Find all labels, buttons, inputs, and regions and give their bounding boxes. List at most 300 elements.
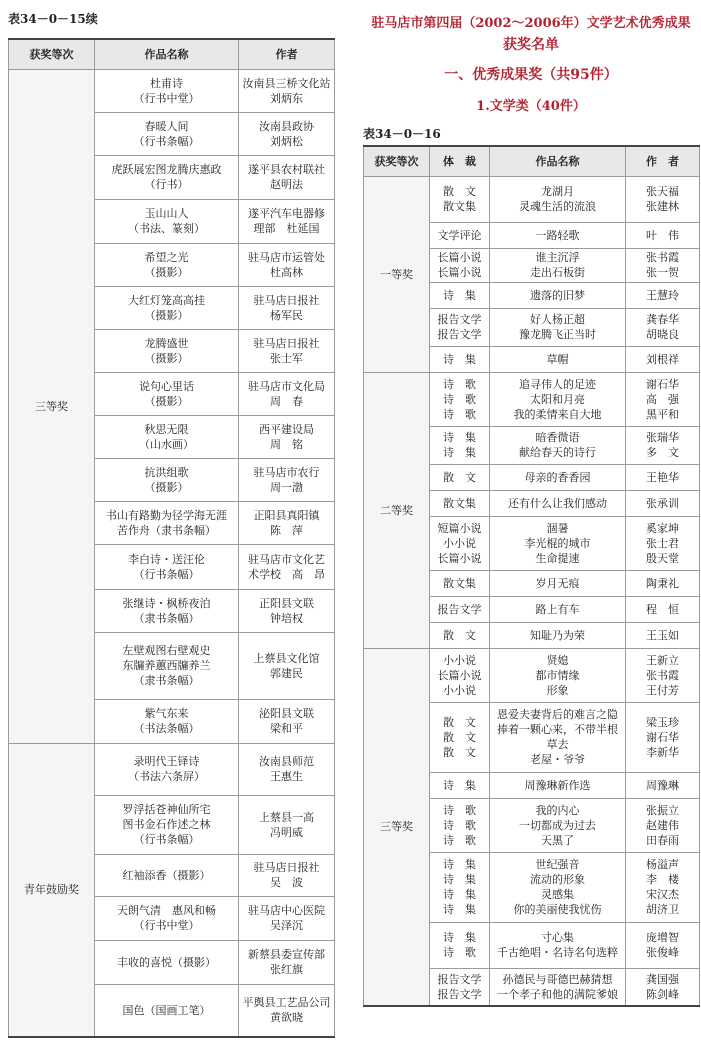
genre-line: 散 文 [443,715,476,729]
author-line: 正阳县文联 [259,596,314,610]
author-line: 张红旗 [270,963,303,976]
author-header: 作 者 [626,146,700,176]
work-line: 孙德民与哥德巴赫猜想 [502,972,613,986]
genre-cell [430,596,490,622]
author-line: 驻马店市农行 [253,465,320,479]
author-line: 张振立 [646,803,679,817]
author-line: 张俊峰 [646,946,679,959]
genre-line: 诗 集 [443,888,476,901]
genre-cell [430,464,490,490]
genre-line: 诗 集 [443,352,476,366]
genre-line: 散 文 [443,730,476,744]
genre-cell [430,282,490,308]
work-cell [95,795,239,854]
work-cell [95,112,239,155]
author-line: 张书霞 [646,251,679,264]
work-line: （摄影） [144,351,189,365]
genre-line: 长篇小说 [437,251,482,264]
author-line: 汝南县师范 [259,755,314,768]
rank-header: 获奖等次 [364,146,430,176]
author-line: 张天福 [646,185,679,198]
author-line: 吴 波 [270,876,303,889]
work-line: 一路轻歌 [535,228,580,242]
work-line: （隶书条幅） [133,611,200,625]
author-line: 平舆县工艺品公司 [242,996,331,1010]
work-cell [95,699,239,743]
author-line: 谢石华 [646,377,679,391]
work-cell [490,968,626,1006]
genre-cell [430,372,490,426]
author-line: 张承训 [646,496,679,510]
author-cell [626,968,700,1006]
award-rank-cell: 三等奖 [9,69,95,743]
genre-line: 诗 集 [443,931,476,944]
work-line: 母亲的香香园 [524,470,591,484]
genre-line: 报告文学 [437,987,482,1001]
work-cell [95,69,239,112]
author-line: 新蔡县委宣传部 [248,948,325,961]
work-line: （行书条幅） [133,567,200,581]
work-line: 左壁观图右壁观史 [122,644,211,657]
genre-cell [430,648,490,702]
genre-cell [430,248,490,282]
work-line: （行书条幅） [133,134,200,148]
author-line: 梁和平 [270,722,303,735]
work-line: 暗香微语 [535,431,580,444]
author-line: 正阳县真阳镇 [253,508,320,522]
work-cell [95,372,239,415]
work-line: 秋思无限 [144,422,189,436]
author-header: 作者 [239,39,335,69]
work-line: 龙腾盛世 [144,336,189,350]
author-cell [239,199,335,243]
work-cell [95,632,239,699]
author-line: 王惠生 [270,770,303,783]
work-line: （摄影） [144,308,189,322]
author-line: 驻马店日报社 [253,861,320,874]
work-line: 书山有路勤为径学海无涯 [106,508,227,522]
author-line: 驻马店市运管处 [248,250,325,264]
work-cell [490,176,626,222]
author-line: 王新立 [646,653,679,667]
genre-line: 小小说 [443,536,476,550]
author-cell [626,308,700,346]
table-row [9,69,335,112]
author-line: 王付芳 [646,683,679,697]
genre-line: 诗 集 [443,778,476,792]
work-cell [95,458,239,501]
genre-line: 报告文学 [437,328,482,341]
author-cell [239,458,335,501]
work-line: 一切都成为过去 [519,818,596,832]
author-line: 周豫琳 [646,778,679,792]
table-row [364,176,700,222]
work-line: 捧着一颗心来，不带半根 [497,723,618,736]
genre-cell [430,516,490,570]
author-cell [239,984,335,1037]
work-header: 作品名称 [95,39,239,69]
author-cell [626,772,700,798]
author-line: 黄欲晓 [270,1011,303,1025]
author-cell [239,372,335,415]
work-cell [490,570,626,596]
work-cell [490,596,626,622]
work-line: 天黑了 [541,833,574,847]
work-cell [490,426,626,464]
award-rank-cell: 二等奖 [364,372,430,648]
author-line: 周 铭 [270,437,303,451]
work-line: 红袖添香（摄影） [122,868,211,882]
work-cell [490,464,626,490]
subsection-heading: 1.文学类（40件） [476,99,586,114]
author-cell [239,69,335,112]
author-cell [626,490,700,516]
author-line: 胡晓良 [646,328,679,341]
genre-line: 长篇小说 [437,551,482,565]
author-line: 田春雨 [646,833,679,847]
author-cell [626,852,700,922]
author-cell [239,896,335,940]
author-line: 奚家坤 [646,521,679,535]
work-line: 好人杨正超 [530,313,585,326]
author-line: 宋汉杰 [646,888,679,901]
author-line: 程 恒 [646,602,679,616]
author-line: 黑平和 [646,407,679,421]
genre-line: 诗 歌 [443,392,476,406]
work-line: 草去 [546,738,569,751]
work-cell [95,940,239,984]
work-line: 丰收的喜悦（摄影） [117,955,216,969]
table-header-row [9,39,335,69]
work-line: （摄影） [144,394,189,408]
genre-line: 报告文学 [437,313,482,326]
genre-cell [430,346,490,372]
genre-cell [430,622,490,648]
work-line: 国色（国画工笔） [122,1003,211,1017]
author-cell [239,743,335,795]
genre-cell [430,426,490,464]
work-line: 形象 [546,683,569,697]
genre-line: 报告文学 [437,972,482,986]
genre-line: 长篇小说 [437,266,482,279]
author-cell [626,464,700,490]
award-rank-cell: 青年鼓励奖 [9,743,95,1037]
work-cell [95,544,239,589]
work-line: 还有什么让我们感动 [508,496,607,510]
author-line: 冯明威 [270,825,303,839]
genre-header: 体 裁 [430,146,490,176]
author-line: 周 春 [270,394,303,408]
work-line: 紫气东来 [144,707,189,720]
work-cell [95,854,239,896]
work-line: 你的美丽使我忧伤 [513,903,602,916]
table-row [364,648,700,702]
work-cell [490,490,626,516]
work-cell [95,415,239,458]
work-line: （书法六条屏） [128,770,205,783]
work-header: 作品名称 [490,146,626,176]
work-line: （隶书条幅） [133,674,200,687]
author-line: 郭建民 [270,666,303,680]
right-table-caption: 表34－0－16 [363,127,441,141]
author-line: 赵建伟 [646,818,679,832]
author-cell [239,112,335,155]
work-line: 谁主沉浮 [535,251,580,264]
work-line: 贤媳 [546,653,569,667]
author-line: 上蔡县一高 [259,810,314,824]
author-cell [626,622,700,648]
work-line: （山水画） [139,437,194,451]
author-line: 王慧玲 [646,288,679,302]
author-line: 汝南县政协 [259,119,314,133]
author-line: 陈 萍 [270,523,303,537]
author-cell [626,346,700,372]
author-line: 杨军民 [270,308,303,322]
work-line: （行书条幅） [133,833,200,846]
work-line: 说句心里话 [139,379,194,393]
author-line: 李 楼 [646,873,679,886]
work-line: 知耻乃为荣 [530,628,585,642]
genre-cell [430,798,490,852]
author-cell [239,243,335,286]
work-line: 东牖养蕙西牖养兰 [122,659,211,672]
work-line: 一个孝子和他的满院爹娘 [497,987,618,1001]
work-line: 抗洪组歌 [144,465,189,479]
work-line: 图书金石作述之林 [122,818,211,831]
author-cell [626,372,700,426]
author-cell [239,699,335,743]
author-cell [239,544,335,589]
genre-cell [430,772,490,798]
work-line: 恩爱夫妻背后的难言之隐 [497,708,618,721]
author-line: 泌阳县文联 [259,707,314,720]
work-line: （书法条幅） [133,722,200,735]
right-award-table [363,145,700,1007]
genre-line: 散 文 [443,745,476,759]
work-line: 灵魂生活的流浪 [519,200,596,213]
genre-cell [430,922,490,968]
author-line: 杨溢声 [646,858,679,871]
author-line: 钟培权 [270,611,303,625]
work-cell [490,772,626,798]
table-row [364,372,700,426]
author-line: 张书霞 [646,668,679,682]
work-line: 我的内心 [535,803,580,817]
work-line: 遗落的旧梦 [530,288,585,302]
genre-line: 诗 集 [443,858,476,871]
genre-cell [430,176,490,222]
author-cell [626,516,700,570]
document-title: 驻马店市第四届（2002～2006年）文学艺术优秀成果 [371,16,691,31]
work-line: 龙湖月 [541,185,574,198]
author-cell [626,248,700,282]
genre-line: 小小说 [443,683,476,697]
work-line: 杜甫诗 [150,76,183,90]
genre-line: 文学评论 [437,228,482,242]
work-cell [95,329,239,372]
author-line: 遂平县农村联社 [248,163,325,176]
author-line: 王艳华 [646,470,679,484]
work-line: 豫龙腾飞正当时 [519,328,596,341]
genre-line: 散文集 [443,496,476,510]
work-cell [490,516,626,570]
author-cell [626,176,700,222]
work-line: 寸心集 [541,931,574,944]
work-cell [490,798,626,852]
work-line: 苦作舟（隶书条幅） [117,523,216,537]
genre-cell [430,852,490,922]
author-line: 陶秉礼 [646,576,679,590]
author-line: 周一渤 [270,480,303,494]
author-line: 刘炳松 [270,134,303,148]
work-cell [490,282,626,308]
genre-line: 诗 歌 [443,377,476,391]
author-cell [626,596,700,622]
work-line: 岁月无痕 [535,576,580,590]
award-rank-cell: 一等奖 [364,176,430,372]
work-line: 老屋・爷爷 [530,753,585,766]
author-cell [239,415,335,458]
genre-line: 长篇小说 [437,668,482,682]
author-line: 王玉如 [646,628,679,642]
genre-line: 诗 集 [443,288,476,302]
work-line: 生命提速 [535,551,580,565]
work-line: 录明代王铎诗 [133,755,200,768]
work-line: 希望之光 [144,250,189,264]
work-line: 灵感集 [541,888,574,901]
work-cell [490,248,626,282]
work-cell [95,243,239,286]
genre-line: 诗 集 [443,873,476,886]
work-cell [95,286,239,329]
genre-line: 散 文 [443,628,476,642]
work-line: 张继诗・枫桥夜泊 [122,596,211,610]
work-line: （行书中堂） [133,919,200,932]
author-line: 庞增智 [646,931,679,944]
author-line: 张瑞华 [646,431,679,444]
author-cell [239,286,335,329]
genre-line: 诗 歌 [443,803,476,817]
author-cell [239,589,335,632]
author-cell [626,282,700,308]
author-line: 吴泽沉 [270,919,303,932]
author-line: 李新华 [646,745,679,759]
work-line: 走出石板街 [530,266,585,279]
genre-cell [430,702,490,772]
author-line: 多 文 [646,446,679,459]
author-line: 张士军 [270,351,303,365]
author-line: 张建林 [646,200,679,213]
author-cell [239,632,335,699]
author-cell [626,648,700,702]
genre-line: 诗 歌 [443,407,476,421]
rank-header: 获奖等次 [9,39,95,69]
work-line: （书法、篆刻） [128,222,205,235]
author-cell [239,795,335,854]
genre-line: 小小说 [443,653,476,667]
work-line: 千古绝唱・名诗名句选粹 [497,946,618,959]
work-cell [95,501,239,544]
author-cell [239,854,335,896]
author-line: 龚国强 [646,972,679,986]
work-cell [95,155,239,199]
author-line: 驻马店中心医院 [248,904,325,917]
author-line: 赵明法 [270,178,303,191]
genre-line: 诗 集 [443,431,476,444]
author-cell [626,426,700,464]
author-line: 西平建设局 [259,422,314,436]
genre-cell [430,490,490,516]
work-cell [490,648,626,702]
genre-line: 散 文 [443,185,476,198]
author-cell [239,155,335,199]
author-cell [239,501,335,544]
author-line: 术学校 高 昂 [248,567,325,581]
work-line: 太阳和月亮 [530,392,585,406]
author-line: 理部 杜延国 [253,222,320,235]
author-line: 刘炳东 [270,91,303,105]
genre-line: 诗 集 [443,446,476,459]
author-line: 张士君 [646,536,679,550]
genre-line: 散文集 [443,576,476,590]
genre-cell [430,308,490,346]
work-cell [490,622,626,648]
author-line: 汝南县三桥文化站 [242,76,331,90]
table-header-row [364,146,700,176]
work-line: （行书） [144,178,189,191]
work-cell [490,852,626,922]
work-line: 李白诗・送汪伦 [128,552,205,566]
work-line: 献给春天的诗行 [519,446,596,459]
author-line: 驻马店日报社 [253,293,320,307]
work-line: 天朗气清 惠风和畅 [117,904,216,917]
genre-line: 散 文 [443,470,476,484]
author-line: 梁玉珍 [646,715,679,729]
section-heading: 一、优秀成果奖（共95件） [444,67,618,83]
author-line: 谢石华 [646,730,679,744]
author-line: 胡济卫 [646,903,679,916]
work-cell [95,743,239,795]
left-table-caption: 表34－0－15续 [8,12,98,26]
genre-line: 诗 歌 [443,818,476,832]
award-rank-cell: 三等奖 [364,648,430,1006]
work-line: 草帽 [546,352,569,366]
work-cell [95,896,239,940]
work-line: 春暖人间 [144,119,189,133]
work-line: 流动的形象 [530,873,585,886]
work-cell [490,308,626,346]
genre-line: 诗 歌 [443,833,476,847]
work-cell [490,222,626,248]
genre-line: 诗 集 [443,903,476,916]
genre-cell [430,222,490,248]
genre-line: 短篇小说 [437,521,482,535]
author-line: 殷天堂 [646,551,679,565]
genre-line: 报告文学 [437,602,482,616]
genre-line: 散文集 [443,200,476,213]
author-cell [626,570,700,596]
work-cell [95,589,239,632]
author-line: 高 强 [646,392,679,406]
author-line: 上蔡县文化馆 [253,651,320,665]
work-cell [95,199,239,243]
author-cell [626,222,700,248]
author-line: 遂平汽车电器修 [248,207,325,220]
work-cell [95,984,239,1037]
table-row [9,743,335,795]
work-line: 玉山山人 [144,207,189,220]
author-line: 刘根祥 [646,352,679,366]
